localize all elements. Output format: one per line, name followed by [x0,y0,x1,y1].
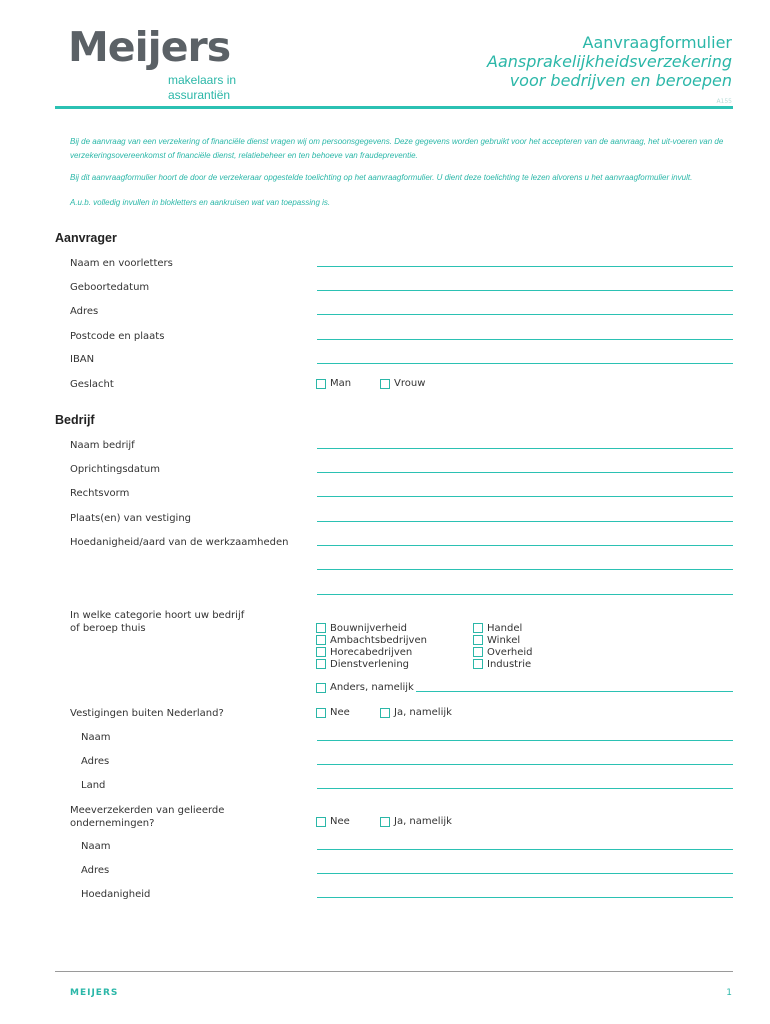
logo-tagline-line1: makelaars in [168,73,237,87]
checkbox-vestigingen-nee[interactable] [316,708,326,718]
category-option[interactable] [473,646,533,658]
header-divider [55,106,733,109]
checkbox-vestigingen-ja[interactable] [380,708,390,718]
label-gelieerde-hoedanigheid: Hoedanigheid [81,889,151,900]
checkbox-man[interactable] [316,379,326,389]
label-categorie-line1: In welke categorie hoort uw bedrijf [70,610,245,621]
input-anders[interactable] [416,691,733,692]
section-heading-bedrijf: Bedrijf [55,413,95,427]
category-option[interactable] [316,658,427,670]
option-man[interactable] [316,378,351,389]
category-label: Overheid [487,646,533,658]
checkbox-horecabedrijven[interactable] [316,647,326,657]
category-option[interactable] [473,658,533,670]
option-vestigingen-nee[interactable] [316,707,350,718]
input-vestiging-land[interactable] [317,788,733,789]
label-iban: IBAN [70,354,95,365]
input-rechtsvorm[interactable] [317,496,733,497]
input-plaatsen-vestiging[interactable] [317,521,733,522]
input-gelieerde-naam[interactable] [317,849,733,850]
checkbox-bouwnijverheid[interactable] [316,623,326,633]
form-subtitle-line1: Aansprakelijkheidsverzekering [487,52,732,71]
option-ja-label: Ja, namelijk [394,707,452,718]
form-code: A155 [716,98,732,105]
checkbox-vrouw[interactable] [380,379,390,389]
page-number: 1 [726,988,732,998]
footer-divider [55,971,733,972]
input-geboortedatum[interactable] [317,290,733,291]
company-logo: Meijers [68,23,231,71]
checkbox-winkel[interactable] [473,635,483,645]
option-anders[interactable] [316,682,414,693]
checkbox-handel[interactable] [473,623,483,633]
category-label: Industrie [487,658,532,670]
label-meeverzekerden-line1: Meeverzekerden van gelieerde [70,805,225,816]
category-option[interactable] [316,622,427,634]
label-naam-bedrijf: Naam bedrijf [70,440,135,451]
intro-paragraph-privacy: Bij de aanvraag van een verzekering of financiële dienst vragen wij om persoonsgegevens. Deze gegevens worden gebruikt voor het accepteren van de aanvraag, het uit-voeren van de verzekeringsovereenkomst of financiële dienst, relatiebeheer en ten behoeve van fraudepreventie. [70,137,724,160]
checkbox-meeverzekerden-ja[interactable] [380,817,390,827]
label-vestiging-land: Land [81,780,106,791]
label-vestiging-adres: Adres [81,756,110,767]
label-categorie-line2: of beroep thuis [70,623,146,634]
label-categorie [70,609,244,635]
form-title: Aanvraagformulier [582,33,732,52]
label-vestigingen-buitenland: Vestigingen buiten Nederland? [70,708,224,719]
input-iban[interactable] [317,363,733,364]
label-adres: Adres [70,306,99,317]
option-meeverzekerden-ja[interactable] [380,816,452,827]
checkbox-overheid[interactable] [473,647,483,657]
label-vestiging-naam: Naam [81,732,111,743]
category-option[interactable] [316,634,427,646]
category-option[interactable] [473,634,533,646]
label-rechtsvorm: Rechtsvorm [70,488,130,499]
input-oprichtingsdatum[interactable] [317,472,733,473]
checkbox-meeverzekerden-nee[interactable] [316,817,326,827]
category-label: Horecabedrijven [330,646,413,658]
input-vestiging-naam[interactable] [317,740,733,741]
intro-paragraph-instructions: A.u.b. volledig invullen in blokletters en aankruisen wat van toepassing is. [70,198,331,207]
input-werkzaamheden-line2[interactable] [317,569,733,570]
option-vrouw-label: Vrouw [394,378,426,389]
category-option[interactable] [473,622,533,634]
option-ja-label: Ja, namelijk [394,816,452,827]
checkbox-industrie[interactable] [473,659,483,669]
option-vestigingen-ja[interactable] [380,707,452,718]
input-naam-bedrijf[interactable] [317,448,733,449]
option-vrouw[interactable] [380,378,425,389]
category-label: Bouwnijverheid [330,622,408,634]
label-meeverzekerden-line2: ondernemingen? [70,818,155,829]
label-gelieerde-naam: Naam [81,841,111,852]
label-naam-voorletters: Naam en voorletters [70,258,173,269]
category-option[interactable] [316,646,427,658]
category-label: Handel [487,622,523,634]
label-geslacht: Geslacht [70,379,114,390]
checkbox-anders[interactable] [316,683,326,693]
input-postcode-plaats[interactable] [317,339,733,340]
logo-tagline-line2: assurantiën [168,88,231,102]
label-meeverzekerden [70,804,224,830]
category-label: Dienstverlening [330,658,410,670]
section-heading-aanvrager: Aanvrager [55,231,117,245]
option-anders-label: Anders, namelijk [330,682,414,693]
category-label: Ambachtsbedrijven [330,634,427,646]
categories-right-column [473,622,533,670]
option-nee-label: Nee [330,707,350,718]
option-man-label: Man [330,378,352,389]
option-meeverzekerden-nee[interactable] [316,816,350,827]
input-naam-voorletters[interactable] [317,266,733,267]
label-plaatsen-vestiging: Plaats(en) van vestiging [70,513,192,524]
input-werkzaamheden-line1[interactable] [317,545,733,546]
categories-left-column [316,622,427,670]
intro-paragraph-toelichting: Bij dit aanvraagformulier hoort de door de verzekeraar opgestelde toelichting op het aanvraagformulier. U dient deze toelichting te lezen alvorens u het aanvraagformulier invult. [70,173,693,182]
input-gelieerde-hoedanigheid[interactable] [317,897,733,898]
input-werkzaamheden-line3[interactable] [317,594,733,595]
label-postcode-plaats: Postcode en plaats [70,331,165,342]
checkbox-ambachtsbedrijven[interactable] [316,635,326,645]
label-oprichtingsdatum: Oprichtingsdatum [70,464,161,475]
checkbox-dienstverlening[interactable] [316,659,326,669]
input-adres[interactable] [317,314,733,315]
label-hoedanigheid-werkzaamheden: Hoedanigheid/aard van de werkzaamheden [70,537,289,548]
logo-tagline [168,73,236,103]
input-gelieerde-adres[interactable] [317,873,733,874]
form-subtitle-line2: voor bedrijven en beroepen [509,71,732,90]
footer-brand: MEIJERS [70,988,119,998]
option-nee-label: Nee [330,816,350,827]
label-geboortedatum: Geboortedatum [70,282,150,293]
input-vestiging-adres[interactable] [317,764,733,765]
category-label: Winkel [487,634,521,646]
label-gelieerde-adres: Adres [81,865,110,876]
